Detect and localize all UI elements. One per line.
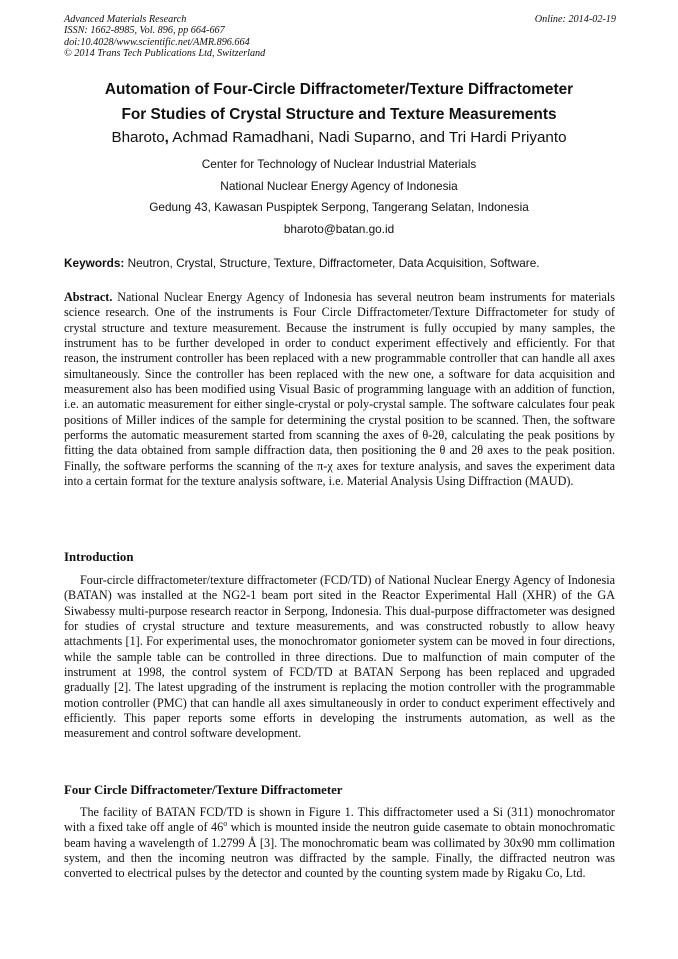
co-authors: Achmad Ramadhani, Nadi Suparno, and Tri Hardi Priyanto <box>168 129 567 146</box>
keywords-label: Keywords: <box>64 256 125 270</box>
first-author: Bharoto <box>111 129 165 146</box>
journal-name: Advanced Materials Research <box>64 14 187 25</box>
abstract <box>64 290 615 489</box>
affiliation-address: Gedung 43, Kawasan Puspiptek Serpong, Tangerang Selatan, Indonesia <box>149 200 529 214</box>
online-date: Online: 2014-02-19 <box>534 14 616 25</box>
affiliation-center: Center for Technology of Nuclear Industrial Materials <box>201 157 477 171</box>
abstract-label: Abstract. <box>64 290 113 304</box>
doi-line[interactable]: doi:10.4028/www.scientific.net/AMR.896.664 <box>64 36 250 48</box>
author-separator: , <box>164 129 169 146</box>
fcd-section-paragraph <box>64 805 615 882</box>
abstract-text: National Nuclear Energy Agency of Indonesia has several neutron beam instruments for materials science research. One of the instruments is Four Circle Diffractometer/Texture Diffractometer for study of crystal structure and texture measurement. Because the instrument is fully occupied by many samples, the instrument has to be further developed in order to conduct experiment effectively and efficiently. For that reason, the instrument controller has been replaced with a new programmable controller that can handle all axes simultaneously. Since the controller has been replaced with the new one, a software for data acquisition and measurement also has been modified using Visual Basic of programming language with an addition of function, i.e. an automatic measurement for either single-crystal or poly-crystal sample. The software calculates four peak positions of Miller indices of the sample for determining the crystal position to be scanned. Then, the software performs the automatic measurement started from scanning the axes of θ-2θ, calculating the peak positions by fitting the data obtained from sample diffraction data, then positioning the θ and 2θ axes to the peak position. Finally, the software performs the scanning of the π-χ axes for texture analysis, and saves the experiment data into a certain format for the texture analysis software, i.e. Material Analysis Using Diffraction (MAUD). <box>64 290 615 489</box>
author-list <box>40 129 638 146</box>
paper-title-line-1: Automation of Four-Circle Diffractometer/Texture Diffractometer <box>104 81 574 98</box>
fcd-text-part-2: which is mounted inside the neutron guide casemate to obtain monochromatic beam having a wavelength of 1.2799 Å [3]. The monochromatic beam was collimated by 30x90 mm collimation system, and then the incoming neutron was diffracted by the sample. Finally, the diffracted neutron was converted to electrical pulses by the detector and counted by the counting system made by Rigaku Co, Ltd. <box>64 820 615 881</box>
fcd-text-part-1: The facility of BATAN FCD/TD is shown in Figure 1. This diffractometer used a Si (311) monochromator with a fixed take off angle of 46 <box>64 805 615 835</box>
paper-title-line-2: For Studies of Crystal Structure and Texture Measurements <box>121 106 557 123</box>
issn-line: ISSN: 1662-8985, Vol. 896, pp 664-667 <box>64 25 225 37</box>
fcd-section-heading: Four Circle Diffractometer/Texture Diffractometer <box>64 783 343 797</box>
keywords <box>64 256 616 270</box>
journal-header <box>64 14 616 60</box>
degree-superscript: o <box>223 819 228 829</box>
keywords-text: Neutron, Crystal, Structure, Texture, Diffractometer, Data Acquisition, Software. <box>124 256 540 270</box>
author-email[interactable]: bharoto@batan.go.id <box>283 222 395 236</box>
introduction-paragraph: Four-circle diffractometer/texture diffractometer (FCD/TD) of National Nuclear Energy Agency of Indonesia (BATAN) was installed at the NG2-1 beam port sited in the Reactor Experimental Hall (XHR) of the GA Siwabessy multi-purpose research reactor in Serpong, Indonesia. This dual-purpose diffractometer was designed for studies of crystal structure and texture measurements, and was constructed robustly to allow heavy attachments [1]. For experimental uses, the monochromator goniometer system can be moved in four directions, while the sample table can be controlled in three directions. Due to malfunction of main computer of the instrument at 1998, the control system of FCD/TD at BATAN Serpong has been replaced and upgraded gradually [2]. The latest upgrading of the instrument is replacing the motion controller with the programmable motion controller (PMC) that can handle all axes simultaneously in order to conduct experiment effectively and efficiently. This paper reports some efforts in developing the instruments automation, as well as the measurement and control software development. <box>64 573 615 741</box>
affiliation-agency: National Nuclear Energy Agency of Indonesia <box>220 179 458 193</box>
introduction-heading: Introduction <box>64 550 134 564</box>
copyright-line: © 2014 Trans Tech Publications Ltd, Switzerland <box>64 48 266 60</box>
